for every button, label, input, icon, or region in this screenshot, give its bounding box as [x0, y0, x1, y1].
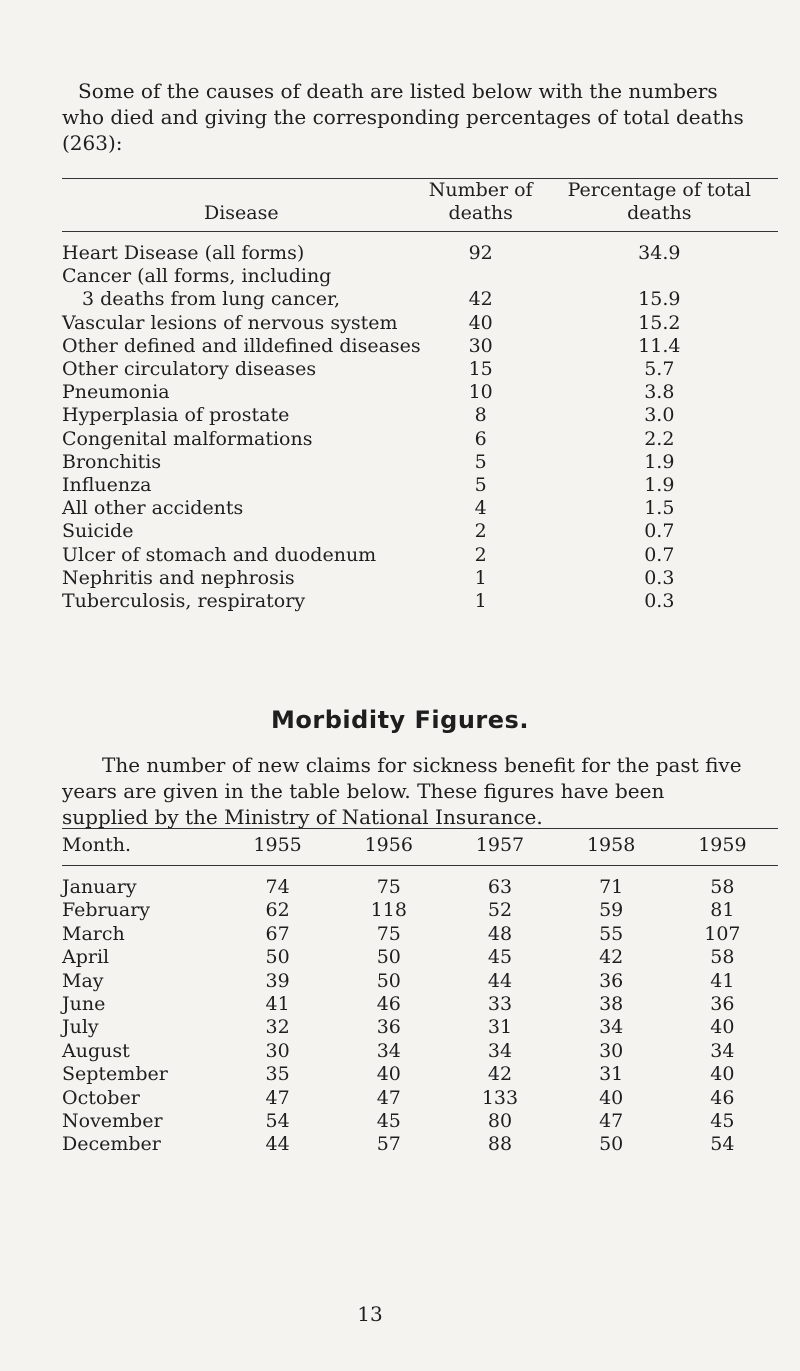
cause-number: 2 — [474, 520, 487, 543]
cause-number: 6 — [474, 427, 487, 450]
causes-of-death-table — [62, 178, 778, 613]
cause-number: 5 — [474, 474, 487, 497]
cause-row — [62, 265, 778, 311]
claims-value: 41 — [710, 969, 735, 992]
claims-value: 36 — [599, 969, 624, 992]
month-name: August — [62, 1039, 130, 1062]
month-name: May — [62, 969, 104, 992]
cause-number: 1 — [474, 590, 487, 613]
claims-value: 67 — [265, 922, 290, 945]
cause-number: 1 — [474, 566, 487, 589]
month-row — [62, 1063, 778, 1086]
cause-name-cell — [62, 358, 421, 381]
claims-value: 45 — [710, 1110, 735, 1133]
cause-number: 10 — [468, 381, 493, 404]
header-year: 1958 — [556, 829, 667, 866]
claims-value: 30 — [599, 1039, 624, 1062]
cause-percent: 0.3 — [644, 590, 675, 613]
claims-value: 36 — [376, 1016, 401, 1039]
month-name: June — [62, 993, 106, 1016]
month-row — [62, 993, 778, 1016]
cause-percent: 3.0 — [644, 404, 675, 427]
morbidity-header-row — [62, 829, 778, 866]
month-row — [62, 923, 778, 946]
header-year: 1955 — [222, 829, 333, 866]
month-name: September — [62, 1063, 168, 1086]
month-name: November — [62, 1110, 163, 1133]
claims-value: 45 — [376, 1110, 401, 1133]
cause-name-cell — [62, 335, 421, 358]
claims-value: 52 — [487, 899, 513, 922]
claims-value: 47 — [376, 1086, 401, 1109]
causes-header-row — [62, 179, 778, 232]
month-row — [62, 1040, 778, 1063]
cause-name: Nephritis and nephrosis — [62, 566, 295, 589]
cause-name-cell — [62, 567, 421, 590]
cause-row — [62, 520, 778, 543]
header-disease: Disease — [62, 179, 421, 232]
cause-row — [62, 567, 778, 590]
morbidity-paragraph — [62, 752, 752, 830]
claims-value: 75 — [376, 876, 401, 898]
cause-number: 42 — [468, 288, 493, 311]
cause-row — [62, 404, 778, 427]
cause-percent: 0.7 — [644, 520, 675, 543]
cause-name: Tuberculosis, respiratory — [62, 590, 306, 613]
month-name: October — [62, 1086, 140, 1109]
cause-name: Other circulatory diseases — [62, 358, 317, 381]
cause-number: 5 — [474, 450, 487, 473]
cause-percent: 11.4 — [638, 334, 681, 357]
claims-value: 34 — [710, 1039, 735, 1062]
cause-name-cell — [62, 474, 421, 497]
month-name: February — [62, 899, 151, 922]
month-name: March — [62, 922, 125, 945]
cause-row — [62, 590, 778, 613]
cause-percent: 5.7 — [644, 358, 675, 381]
cause-number: 4 — [474, 497, 487, 520]
claims-value: 107 — [704, 922, 741, 945]
cause-number: 8 — [474, 404, 487, 427]
header-month: Month. — [62, 829, 222, 866]
claims-value: 46 — [710, 1086, 735, 1109]
cause-number: 2 — [474, 543, 487, 566]
claims-value: 45 — [487, 946, 513, 969]
cause-percent: 15.9 — [638, 288, 681, 311]
cause-name: Ulcer of stomach and duodenum — [62, 543, 377, 566]
morbidity-table — [62, 828, 778, 1157]
intro-paragraph — [62, 78, 752, 156]
claims-value: 42 — [599, 946, 624, 969]
month-name: December — [62, 1133, 161, 1156]
claims-value: 59 — [599, 899, 624, 922]
claims-value: 40 — [710, 1063, 735, 1086]
cause-number: 30 — [468, 334, 493, 357]
section-title: Morbidity Figures. — [271, 706, 529, 734]
cause-name-cell — [62, 520, 421, 543]
claims-value: 31 — [487, 1016, 513, 1039]
cause-name-cell — [62, 590, 421, 613]
cause-row — [62, 451, 778, 474]
claims-value: 40 — [710, 1016, 735, 1039]
header-year: 1957 — [444, 829, 555, 866]
cause-name-cell — [62, 232, 421, 266]
month-row — [62, 899, 778, 922]
cause-name-cell — [62, 404, 421, 427]
cause-percent: 1.9 — [644, 474, 675, 497]
claims-value: 55 — [599, 922, 624, 945]
claims-value: 40 — [376, 1063, 401, 1086]
cause-number: 15 — [468, 358, 493, 381]
claims-value: 44 — [265, 1133, 290, 1156]
month-row — [62, 866, 778, 900]
cause-name-cell — [62, 265, 421, 311]
claims-value: 30 — [265, 1039, 290, 1062]
claims-value: 42 — [487, 1063, 513, 1086]
cause-name-continuation: 3 deaths from lung cancer, — [82, 288, 341, 311]
claims-value: 71 — [599, 876, 624, 898]
claims-value: 50 — [599, 1133, 624, 1156]
claims-value: 63 — [487, 876, 513, 898]
cause-percent: 15.2 — [638, 311, 681, 334]
cause-name-cell — [62, 544, 421, 567]
claims-value: 62 — [265, 899, 290, 922]
cause-name-cell — [62, 381, 421, 404]
cause-name: All other accidents — [62, 497, 244, 520]
claims-value: 31 — [599, 1063, 624, 1086]
cause-name: Suicide — [62, 520, 134, 543]
cause-name: Other defined and illdefined diseases — [62, 334, 421, 357]
cause-percent: 1.9 — [644, 450, 675, 473]
claims-value: 58 — [710, 876, 735, 898]
claims-value: 34 — [376, 1039, 401, 1062]
cause-row — [62, 474, 778, 497]
month-row — [62, 1133, 778, 1156]
claims-value: 50 — [265, 946, 290, 969]
page-number: 13 — [357, 1302, 383, 1326]
claims-value: 118 — [370, 899, 407, 922]
cause-name: Influenza — [62, 474, 152, 497]
claims-value: 33 — [487, 993, 513, 1016]
cause-row — [62, 497, 778, 520]
cause-row — [62, 312, 778, 335]
claims-value: 34 — [599, 1016, 624, 1039]
cause-row — [62, 232, 778, 266]
intro-text: Some of the causes of death are listed below with the numbers who died and giving the corresponding percentages of total deaths (263): — [62, 79, 744, 155]
cause-percent: 0.7 — [644, 543, 675, 566]
cause-percent: 2.2 — [644, 427, 675, 450]
claims-value: 39 — [265, 969, 290, 992]
claims-value: 32 — [265, 1016, 290, 1039]
claims-value: 38 — [599, 993, 624, 1016]
cause-name: Vascular lesions of nervous system — [62, 311, 398, 334]
cause-name: Congenital malformations — [62, 427, 313, 450]
claims-value: 47 — [599, 1110, 624, 1133]
claims-value: 36 — [710, 993, 735, 1016]
claims-value: 80 — [487, 1110, 513, 1133]
claims-value: 58 — [710, 946, 735, 969]
month-row — [62, 946, 778, 969]
cause-name-cell — [62, 428, 421, 451]
month-name: April — [62, 946, 110, 969]
claims-value: 34 — [487, 1039, 513, 1062]
cause-percent: 1.5 — [644, 497, 675, 520]
cause-name-cell — [62, 497, 421, 520]
claims-value: 40 — [599, 1086, 624, 1109]
claims-value: 88 — [487, 1133, 513, 1156]
cause-name: Heart Disease (all forms) — [62, 242, 305, 264]
claims-value: 41 — [265, 993, 290, 1016]
cause-percent: 3.8 — [644, 381, 675, 404]
claims-value: 133 — [481, 1086, 519, 1109]
cause-name: Pneumonia — [62, 381, 170, 404]
claims-value: 57 — [376, 1133, 401, 1156]
cause-row — [62, 358, 778, 381]
cause-name: Bronchitis — [62, 450, 162, 473]
cause-row — [62, 544, 778, 567]
claims-value: 81 — [710, 899, 735, 922]
month-row — [62, 1016, 778, 1039]
month-row — [62, 1110, 778, 1133]
header-year: 1956 — [333, 829, 444, 866]
claims-value: 54 — [710, 1133, 735, 1156]
claims-value: 50 — [376, 946, 401, 969]
cause-number: 92 — [468, 242, 493, 264]
header-number-of-deaths: Number of deaths — [421, 179, 541, 232]
claims-value: 44 — [487, 969, 513, 992]
cause-name: Cancer (all forms, including — [62, 265, 332, 288]
claims-value: 46 — [376, 993, 401, 1016]
cause-name: Hyperplasia of prostate — [62, 404, 290, 427]
month-name: January — [62, 876, 137, 898]
morbidity-text: The number of new claims for sickness benefit for the past five years are given in the table below. These figures have been supplied by the Ministry of National Insurance. — [62, 753, 742, 829]
cause-percent: 0.3 — [644, 566, 675, 589]
cause-number: 40 — [468, 311, 493, 334]
claims-value: 35 — [265, 1063, 290, 1086]
claims-value: 74 — [265, 876, 290, 898]
header-year: 1959 — [667, 829, 778, 866]
claims-value: 75 — [376, 922, 401, 945]
cause-name-cell — [62, 312, 421, 335]
month-row — [62, 970, 778, 993]
claims-value: 47 — [265, 1086, 290, 1109]
cause-name-cell — [62, 451, 421, 474]
claims-value: 54 — [265, 1110, 290, 1133]
month-name: July — [62, 1016, 99, 1039]
claims-value: 48 — [487, 922, 513, 945]
cause-row — [62, 381, 778, 404]
month-row — [62, 1087, 778, 1110]
cause-row — [62, 335, 778, 358]
cause-row — [62, 428, 778, 451]
claims-value: 50 — [376, 969, 401, 992]
cause-percent: 34.9 — [638, 242, 681, 264]
header-percentage: Percentage of total deaths — [541, 179, 778, 232]
